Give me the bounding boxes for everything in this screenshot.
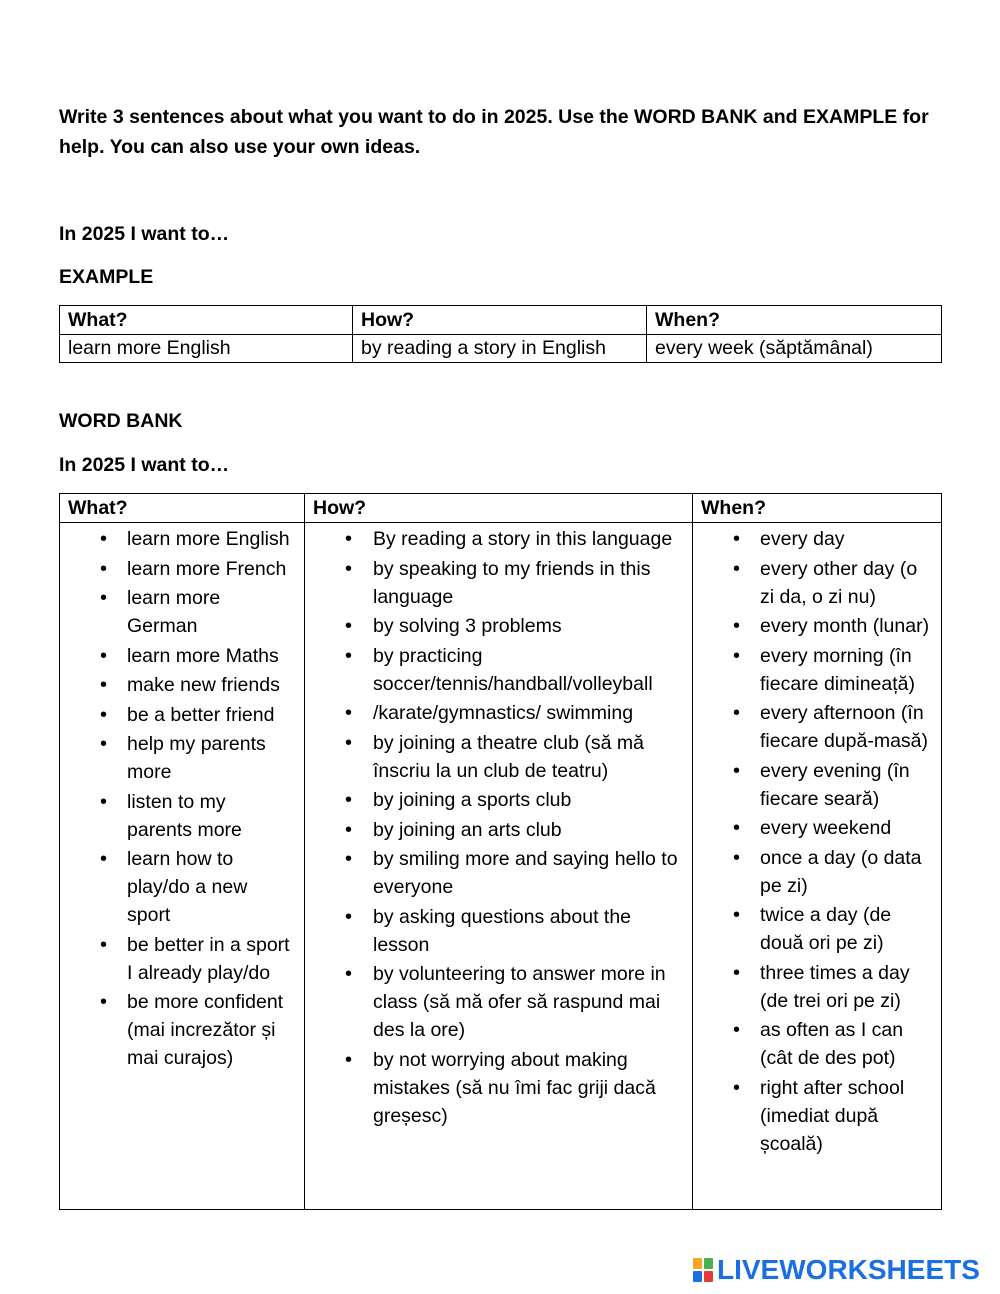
list-item: • by asking questions about the lesson: [313, 903, 684, 959]
example-what-cell: learn more English: [60, 335, 353, 363]
table-row: [60, 523, 942, 1210]
list-item: • listen to my parents more: [68, 788, 296, 844]
list-item: • by solving 3 problems: [313, 612, 684, 640]
list-item: • by joining an arts club: [313, 816, 684, 844]
how-list: [313, 525, 684, 1130]
list-item: • once a day (o data pe zi): [701, 844, 933, 900]
list-item: • by not worrying about making mistakes (să nu îmi fac griji dacă greșesc): [313, 1046, 684, 1130]
list-item: • learn more French: [68, 555, 296, 583]
when-list: [701, 525, 933, 1158]
header-what: What?: [60, 494, 305, 523]
instructions-text: Write 3 sentences about what you want to do in 2025. Use the WORD BANK and EXAMPLE for help. You can also use your own ideas.: [59, 106, 929, 158]
list-item: • by joining a theatre club (să mă înscriu la un club de teatru): [313, 729, 684, 785]
list-item: • every afternoon (în fiecare după-masă): [701, 699, 933, 755]
logo-tile: [704, 1258, 713, 1269]
word-bank-table: [59, 493, 942, 1210]
list-item: • be better in a sport I already play/do: [68, 931, 296, 987]
example-heading: EXAMPLE: [59, 266, 154, 288]
list-item: • /karate/gymnastics/ swimming: [313, 699, 684, 727]
table-header-row: [60, 306, 942, 335]
example-when-cell: every week (săptămânal): [647, 335, 942, 363]
list-item: • every evening (în fiecare seară): [701, 757, 933, 813]
list-item: • right after school (imediat după școală): [701, 1074, 933, 1158]
logo-tile: [693, 1258, 702, 1269]
what-list: [68, 525, 296, 1072]
header-how: How?: [353, 306, 647, 335]
intro-heading: In 2025 I want to…: [59, 223, 230, 245]
table-header-row: [60, 494, 942, 523]
list-item: • three times a day (de trei ori pe zi): [701, 959, 933, 1015]
word-bank-heading: WORD BANK: [59, 410, 183, 432]
list-item: • twice a day (de două ori pe zi): [701, 901, 933, 957]
list-item: • by speaking to my friends in this language: [313, 555, 684, 611]
list-item: • every other day (o zi da, o zi nu): [701, 555, 933, 611]
list-item: • by volunteering to answer more in class (să mă ofer să raspund mai des la ore): [313, 960, 684, 1044]
header-what: What?: [60, 306, 353, 335]
list-item: • every morning (în fiecare dimineață): [701, 642, 933, 698]
intro-heading-2: In 2025 I want to…: [59, 454, 230, 476]
example-how-cell: by reading a story in English: [353, 335, 647, 363]
list-item: • help my parents more: [68, 730, 296, 786]
list-item: • by smiling more and saying hello to everyone: [313, 845, 684, 901]
list-item: • every month (lunar): [701, 612, 933, 640]
list-item: • make new friends: [68, 671, 296, 699]
list-item: • be a better friend: [68, 701, 296, 729]
when-column-cell: [693, 523, 942, 1210]
logo-mark-icon: [693, 1258, 713, 1282]
list-item: • by practicing soccer/tennis/handball/volleyball: [313, 642, 684, 698]
logo-text: LIVEWORKSHEETS: [717, 1254, 980, 1285]
liveworksheets-logo[interactable]: [693, 1255, 980, 1285]
logo-tile: [693, 1271, 702, 1282]
how-column-cell: [305, 523, 693, 1210]
list-item: • By reading a story in this language: [313, 525, 684, 553]
list-item: • learn more Maths: [68, 642, 296, 670]
list-item: • learn how to play/do a new sport: [68, 845, 296, 929]
example-table: [59, 305, 942, 363]
list-item: • every day: [701, 525, 933, 553]
header-when: When?: [647, 306, 942, 335]
list-item: • as often as I can (cât de des pot): [701, 1016, 933, 1072]
list-item: • every weekend: [701, 814, 933, 842]
list-item: • learn more English: [68, 525, 296, 553]
table-row: [60, 335, 942, 363]
header-how: How?: [305, 494, 693, 523]
what-column-cell: [60, 523, 305, 1210]
list-item: • learn more German: [68, 584, 296, 640]
header-when: When?: [693, 494, 942, 523]
list-item: • be more confident (mai increzător și mai curajos): [68, 988, 296, 1072]
list-item: • by joining a sports club: [313, 786, 684, 814]
logo-tile: [704, 1271, 713, 1282]
